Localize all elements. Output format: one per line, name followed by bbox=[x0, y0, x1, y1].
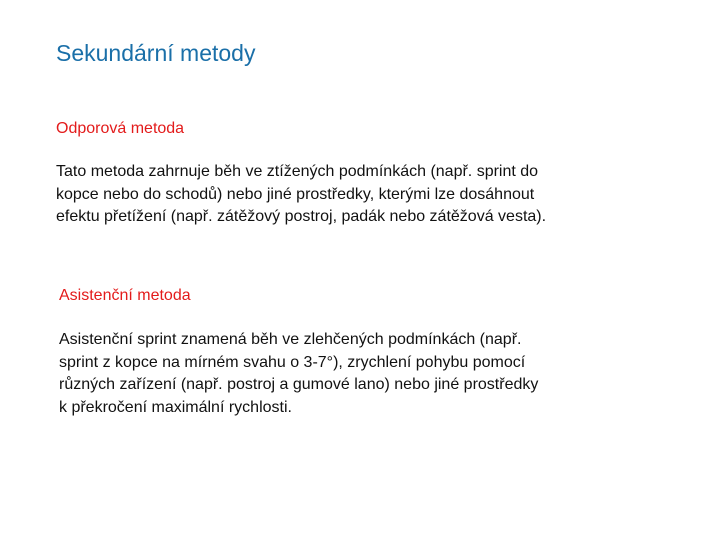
page-title: Sekundární metody bbox=[56, 40, 256, 66]
section-heading-odporova: Odporová metoda bbox=[56, 120, 185, 137]
section-heading-asistencni: Asistenční metoda bbox=[59, 287, 191, 304]
text-line: Asistenční sprint znamená běh ve zlehčených podmínkách (např. bbox=[59, 331, 522, 348]
text-line: Tato metoda zahrnuje běh ve ztížených podmínkách (např. sprint do bbox=[56, 163, 539, 180]
section-body-asistencni bbox=[59, 329, 659, 419]
text-line: kopce nebo do schodů) nebo jiné prostředky, kterými lze dosáhnout bbox=[56, 185, 535, 203]
text-line: k překročení maximální rychlosti. bbox=[59, 398, 292, 416]
text-line: efektu přetížení (např. zátěžový postroj, padák nebo zátěžová vesta). bbox=[56, 208, 547, 225]
section-body-odporova bbox=[56, 161, 656, 229]
text-line: různých zařízení (např. postroj a gumové lano) nebo jiné prostředky bbox=[59, 376, 539, 393]
text-line: sprint z kopce na mírném svahu o 3-7°), zrychlení pohybu pomocí bbox=[59, 353, 526, 371]
